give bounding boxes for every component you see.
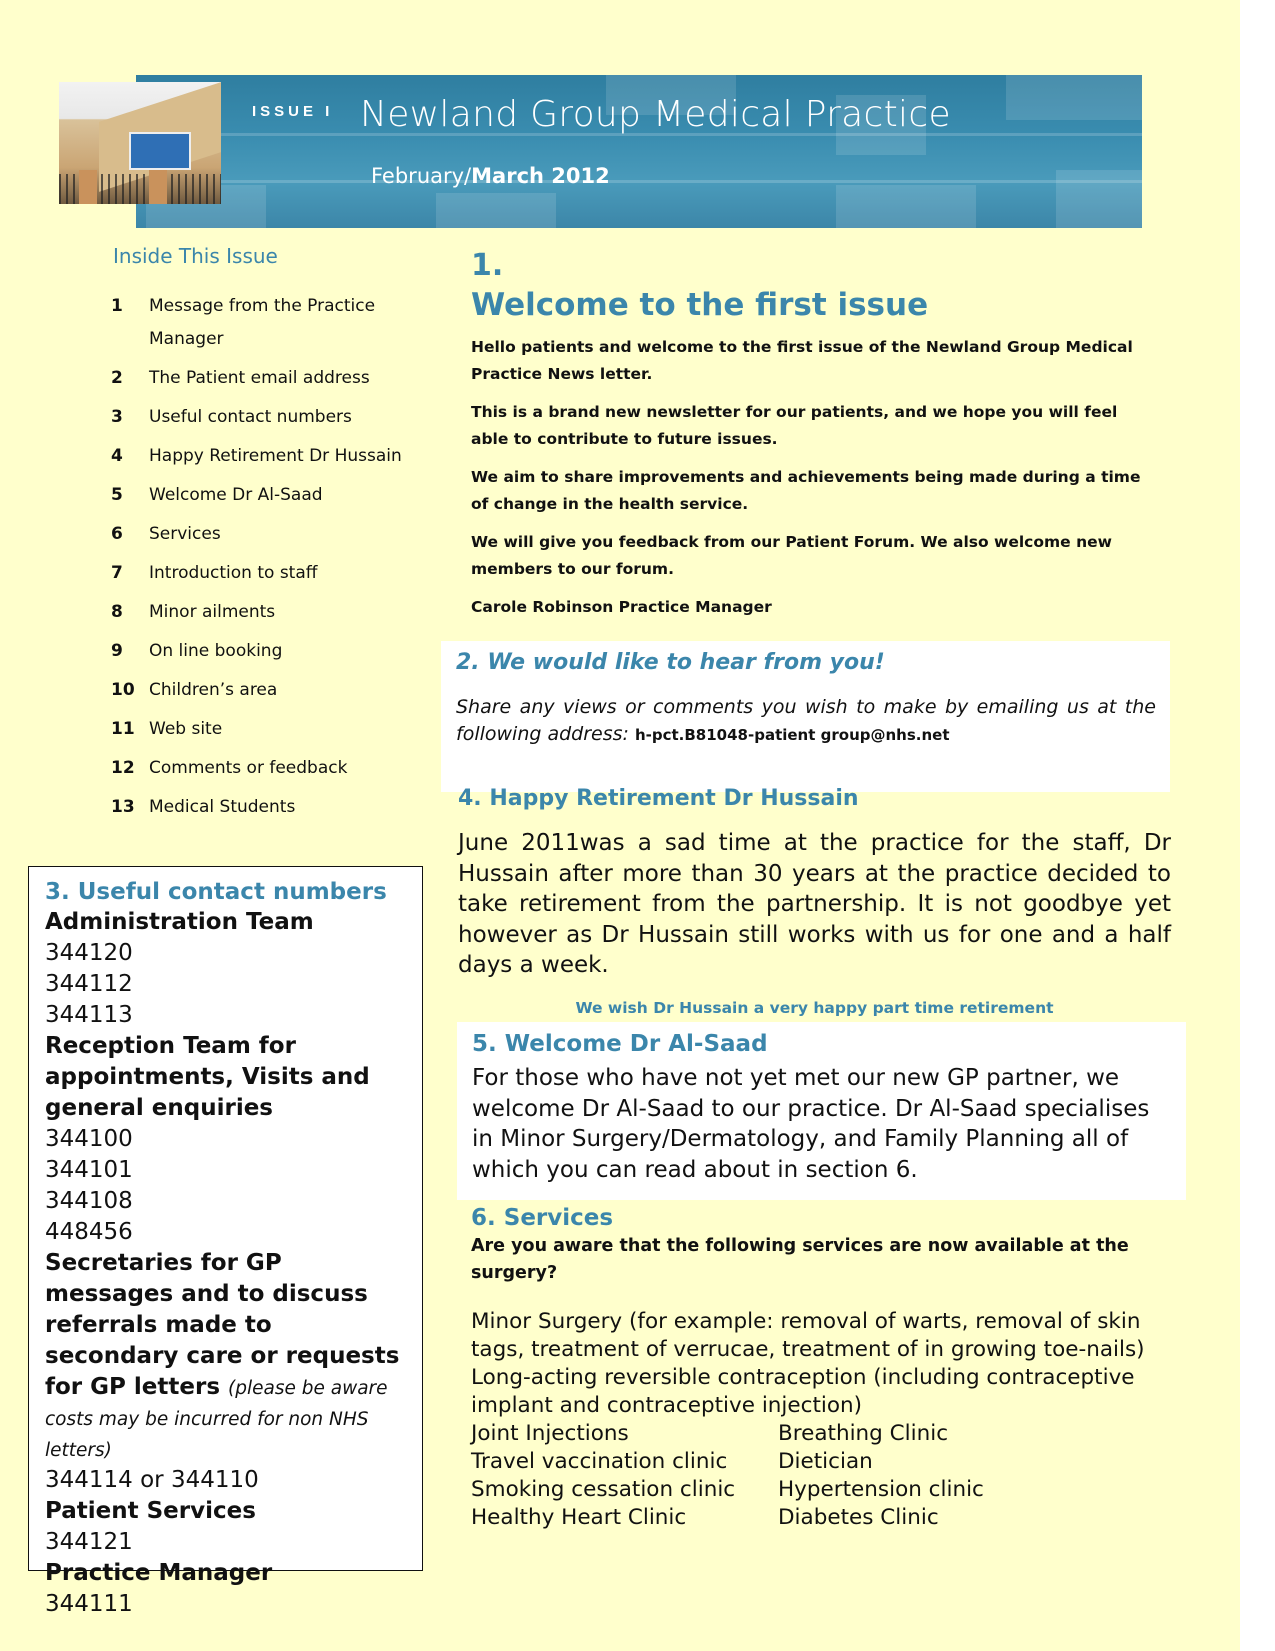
section-5-title: 5. Welcome Dr Al-Saad: [472, 1031, 768, 1057]
service-item: Joint Injections: [471, 1421, 629, 1446]
service-item: Long-acting reversible contraception (including contraceptive implant and contraceptive injection): [471, 1365, 1135, 1418]
service-item: Minor Surgery (for example: removal of warts, removal of skin tags, treatment of verrucae, treatment of in growing toe-nails): [471, 1309, 1145, 1362]
section-1-number: 1.: [471, 248, 504, 283]
section-6-intro: Are you aware that the following services are now available at the surgery?: [471, 1236, 1129, 1283]
contact-group-label: [45, 1496, 406, 1527]
service-row: [471, 1448, 1171, 1476]
section-6-title: 6. Services: [471, 1205, 614, 1231]
service-row: [471, 1504, 1171, 1532]
phone-number: 344120: [45, 940, 133, 966]
phone-number: 344121: [45, 1529, 133, 1555]
phone-number: 344111: [45, 1591, 133, 1617]
paragraph: We will give you feedback from our Patient Forum. We also welcome new members to our forum.: [471, 533, 1112, 578]
toc-item[interactable]: [111, 401, 411, 434]
contact-group-label: [45, 1031, 406, 1124]
issue-label: ISSUE I: [252, 103, 334, 120]
phone-number: 344114 or 344110: [45, 1467, 259, 1493]
section-2-title: 2. We would like to hear from you!: [456, 650, 885, 675]
section-1-body: [471, 334, 1141, 632]
table-of-contents: [111, 290, 411, 830]
contact-group-name: Practice Manager: [45, 1560, 273, 1586]
toc-item-label: Medical Students: [149, 797, 296, 817]
contact-group-name: Administration Team: [45, 909, 314, 935]
toc-item[interactable]: [111, 713, 411, 746]
phone-number: 344112: [45, 971, 133, 997]
section-1-title: Welcome to the first issue: [471, 287, 929, 323]
service-item: Travel vaccination clinic: [471, 1449, 728, 1474]
section-5-body: For those who have not yet met our new GP partner, we welcome Dr Al-Saad to our practice. Dr Al-Saad specialises in Minor Surgery/Dermatology, and Family Planning all of which you can read about in section 6.: [472, 1065, 1150, 1183]
service-row: [471, 1420, 1171, 1448]
contact-numbers-box: [28, 866, 423, 1617]
toc-item[interactable]: [111, 635, 411, 668]
toc-item[interactable]: [111, 791, 411, 824]
date-prefix: February/: [371, 164, 472, 188]
service-item: Hypertension clinic: [778, 1477, 984, 1502]
paragraph: We aim to share improvements and achievements being made during a time of change in the health service.: [471, 468, 1141, 513]
toc-item-number: 7: [111, 563, 123, 583]
section-4-title: 4. Happy Retirement Dr Hussain: [458, 786, 859, 811]
section-2-box: [441, 641, 1170, 792]
toc-item-number: 8: [111, 602, 123, 622]
section-4-body: June 2011was a sad time at the practice for the staff, Dr Hussain after more than 30 years at the practice decided to take retirement from the partnership. It is not goodbye yet however as Dr Hussain still works with us for one and a half days a week.: [458, 830, 1171, 978]
toc-item[interactable]: [111, 752, 411, 785]
building-sign: [129, 132, 191, 170]
signature: Carole Robinson Practice Manager: [471, 598, 772, 616]
service-row: [471, 1476, 1171, 1504]
phone-number: 448456: [45, 1219, 133, 1245]
practice-building-photo: [59, 82, 221, 204]
toc-item-number: 10: [111, 680, 135, 700]
issue-date: [371, 164, 610, 188]
toc-item-number: 5: [111, 485, 123, 505]
date-bold: March 2012: [471, 164, 610, 188]
paragraph: This is a brand new newsletter for our patients, and we hope you will feel able to contribute to future issues.: [471, 403, 1118, 448]
toc-item-label: Services: [149, 524, 221, 544]
toc-item-label: Web site: [149, 719, 223, 739]
toc-item-number: 12: [111, 758, 135, 778]
toc-item-label: On line booking: [149, 641, 283, 661]
service-item: Dietician: [778, 1449, 873, 1474]
service-item: Smoking cessation clinic: [471, 1477, 736, 1502]
contact-group-note: (please be aware costs may be incurred for non NHS letters): [45, 1378, 388, 1461]
toc-item-number: 6: [111, 524, 123, 544]
phone-number: 344113: [45, 1002, 133, 1028]
service-item: Diabetes Clinic: [778, 1505, 939, 1530]
service-item: Healthy Heart Clinic: [471, 1505, 687, 1530]
section-2-text: Share any views or comments you wish to make by emailing us at the following address:: [456, 696, 1156, 745]
contact-groups: [45, 907, 406, 1620]
toc-item-label: Useful contact numbers: [149, 407, 352, 427]
toc-item[interactable]: [111, 674, 411, 707]
section-5-box: [457, 1022, 1186, 1200]
toc-item-number: 9: [111, 641, 123, 661]
contact-group-label: [45, 907, 406, 938]
toc-title: Inside This Issue: [113, 244, 278, 268]
service-item: Breathing Clinic: [778, 1421, 949, 1446]
toc-item-label: Welcome Dr Al-Saad: [149, 485, 323, 505]
toc-item[interactable]: [111, 596, 411, 629]
contact-group-label: [45, 1558, 406, 1589]
toc-item-number: 4: [111, 446, 123, 466]
toc-item-label: Introduction to staff: [149, 563, 318, 583]
toc-item-number: 1: [111, 296, 123, 316]
contact-group-label: [45, 1248, 406, 1465]
toc-item-number: 2: [111, 368, 123, 388]
toc-item-label: Happy Retirement Dr Hussain: [149, 446, 402, 466]
toc-item-label: Minor ailments: [149, 602, 276, 622]
toc-item[interactable]: [111, 479, 411, 512]
toc-item-label: Message from the Practice Manager: [149, 296, 376, 349]
paragraph: Hello patients and welcome to the first issue of the Newland Group Medical Practice News letter.: [471, 338, 1133, 383]
phone-number: 344101: [45, 1157, 133, 1183]
toc-item[interactable]: [111, 518, 411, 551]
toc-item-label: Children’s area: [149, 680, 278, 700]
contact-group-name: Patient Services: [45, 1498, 256, 1524]
toc-item[interactable]: [111, 290, 411, 356]
services-list: [471, 1308, 1171, 1532]
contact-section-title: 3. Useful contact numbers: [45, 879, 387, 905]
contact-group-name: Reception Team for appointments, Visits and general enquiries: [45, 1033, 370, 1121]
phone-number: 344100: [45, 1126, 133, 1152]
toc-item-number: 11: [111, 719, 135, 739]
section-2-body: [456, 694, 1156, 749]
toc-item[interactable]: [111, 557, 411, 590]
toc-item-number: 3: [111, 407, 123, 427]
toc-item[interactable]: [111, 440, 411, 473]
toc-item[interactable]: [111, 362, 411, 395]
toc-item-number: 13: [111, 797, 135, 817]
contact-group-name: Secretaries for GP messages and to discuss referrals made to secondary care or requests for GP letters: [45, 1250, 400, 1400]
toc-item-label: The Patient email address: [149, 368, 370, 388]
newsletter-title: Newland Group Medical Practice: [360, 94, 951, 135]
toc-item-label: Comments or feedback: [149, 758, 348, 778]
patient-email-link[interactable]: h-pct.B81048-patient group@nhs.net: [634, 726, 950, 744]
phone-number: 344108: [45, 1188, 133, 1214]
retirement-wish: We wish Dr Hussain a very happy part time retirement: [575, 999, 1054, 1017]
